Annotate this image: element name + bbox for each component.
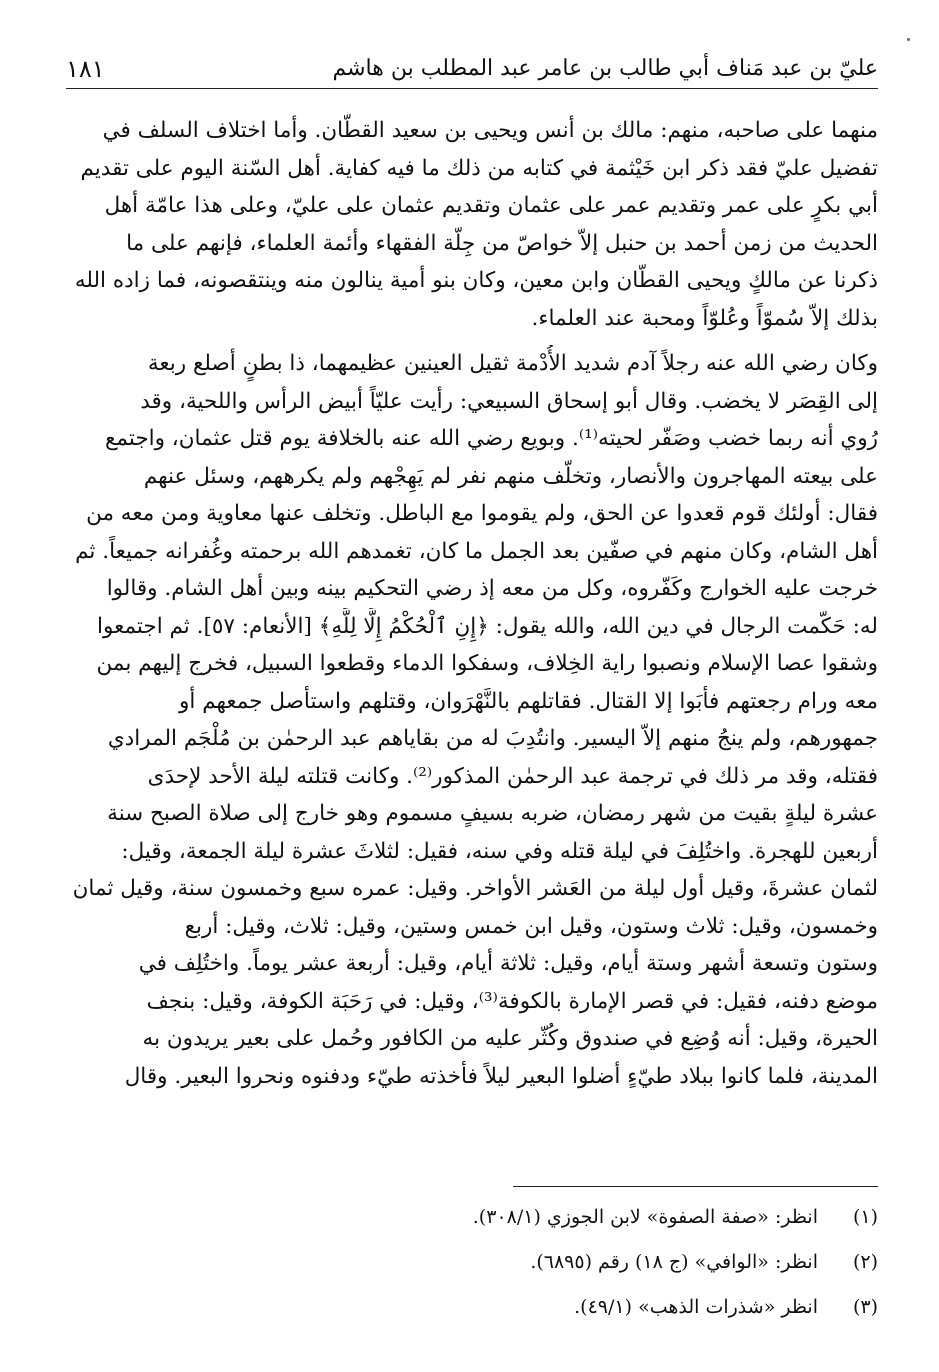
footnotes <box>66 1186 878 1330</box>
text-line: خرجت عليه الخوارج وكَفّروه، وكل من معه إذ رضي التحكيم بينه وبين أهل الشام. وقالوا <box>106 576 878 601</box>
text-line: على بيعته المهاجرون والأنصار، وتخلّف منهم نفر لم يَهِجْهم ولم يكرههم، وسئل عنهم <box>143 463 878 489</box>
scan-speck <box>907 38 910 41</box>
text-line: وستون وتسعة أشهر وستة أيام، وقيل: ثلاثة أيام، وقيل: أربعة عشر يوماً. واختُلِف في <box>138 951 878 976</box>
text-line: موضع دفنه، فقيل: في قصر الإمارة بالكوفة⁽³⁾، وقيل: في رَحَبَة الكوفة، وقيل: بنجف <box>146 988 878 1014</box>
footnote-number: (٢) <box>852 1251 878 1273</box>
text-line: أربعين للهجرة. واختُلِفَ في ليلة قتله وفي سنه، فقيل: لثلاثَ عشرة ليلة الجمعة، وقيل: <box>121 838 878 864</box>
page-number: ١٨١ <box>66 55 105 83</box>
text-line: أبي بكرٍ على عمر وتقديم عمر على عثمان وتقديم عثمان على عليّ، وعلى هذا عامّة أهل <box>104 193 878 218</box>
footnote-number: (٣) <box>852 1296 878 1318</box>
text-line: أهل الشام، وكان منهم في صفّين بعد الجمل ما كان، تغمدهم الله برحمته وغُفرانه جميعاً. ثم <box>75 538 878 564</box>
text-line: تفضيل عليّ فقد ذكر ابن خَيْثمة في كتابه من ذلك ما فيه كفاية. أهل السّنة اليوم على تقديم <box>80 155 878 181</box>
text-line: عشرة ليلةٍ بقيت من شهر رمضان، ضربه بسيفٍ مسموم وهو خارج إلى صلاة الصبح سنة <box>107 801 878 826</box>
text-line: إلى القِصَر لا يخضب. وقال أبو إسحاق السبيعي: رأيت عليّاً أبيض الرأس واللحية، وقد <box>140 388 878 414</box>
text-line: معه ورام رجعتهم فأبَوا إلا القتال. فقاتلهم بالنَّهْرَوان، وقتلهم واستأصل جمعهم أو <box>179 688 878 714</box>
footnote-text: انظر «شذرات الذهب» (٤٩/١). <box>574 1296 818 1318</box>
text-line: وشقوا عصا الإسلام ونصبوا راية الخِلاف، وسفكوا الدماء وقطعوا السبيل، فخرج إليهم بمن <box>96 651 878 676</box>
text-line: فقال: أولئك قوم قعدوا عن الحق، ولم يقوموا مع الباطل. وتخلف عنها معاوية ومن معه من <box>86 501 878 526</box>
text-line: المدينة، فلما كانوا ببلاد طيّءٍ أضلوا البعير ليلاً فأخذته طيّء ودفنوه ونحروا البعير. وقال <box>124 1063 878 1089</box>
text-line: لثمان عشرةَ، وقيل أول ليلة من العَشر الأواخر. وقيل: عمره سبع وخمسون سنة، وقيل ثمان <box>72 876 878 901</box>
text-line: جمهورهم، ولم ينجُ منهم إلاّ اليسير. وانتُدِبَ له من بقاياهم عبد الرحمٰن بن مُلْجَم المرادي <box>107 726 878 751</box>
paragraph-1 <box>66 112 878 337</box>
text-line: الحديث من زمن أحمد بن حنبل إلاّ خواصّ من جِلّة الفقهاء وأئمة العلماء، فإنهم على ما <box>126 230 878 256</box>
page-header <box>66 52 878 89</box>
text-line: منهما على صاحبه، منهم: مالك بن أنس ويحيى بن سعيد القطّان. وأما اختلاف السلف في <box>102 118 878 143</box>
footnote-3 <box>66 1285 878 1330</box>
footnote-number: (١) <box>852 1206 878 1228</box>
text-line: وكان رضي الله عنه رجلاً آدم شديد الأُدْمة ثقيل العينين عظيمهما، ذا بطنٍ أصلع ربعة <box>147 351 878 376</box>
text-line: بذلك إلاّ سُموّاً وعُلوّاً ومحبة عند العلماء. <box>531 305 878 331</box>
paragraph-2 <box>66 345 878 1095</box>
running-title: عليّ بن عبد مَناف أبي طالب بن عامر عبد المطلب بن هاشم <box>332 56 878 81</box>
text-line: ذكرنا عن مالكٍ ويحيى القطّان وابن معين، وكان بنو أمية ينالون منه وينتقصونه، فما زاده الله <box>74 268 878 293</box>
text-line: وخمسون، وقيل: ثلاث وستون، وقيل ابن خمس وستين، وقيل: ثلاث، وقيل: أربع <box>184 913 878 939</box>
footnote-1 <box>66 1195 878 1240</box>
footnote-text: انظر: «الوافي» (ج ١٨) رقم (٦٨٩٥). <box>530 1251 818 1273</box>
footnote-2 <box>66 1240 878 1285</box>
body-text <box>66 112 878 1095</box>
footnote-separator <box>513 1186 878 1187</box>
text-line: رُوي أنه ربما خضب وصَفّر لحيته⁽¹⁾. وبويع رضي الله عنه بالخلافة يوم قتل عثمان، واجتمع <box>104 426 878 451</box>
text-line: له: حَكّمت الرجال في دين الله، والله يقول: ﴿إِنِ ٱلْحُكْمُ إِلَّا لِلَّهِ﴾ [الأنعام: ٥٧]. ثم اجتمعوا <box>97 613 878 639</box>
text-line: فقتله، وقد مر ذلك في ترجمة عبد الرحمٰن المذكور⁽²⁾. وكانت قتلته ليلة الأحد لإحدَى <box>147 763 878 789</box>
footnote-text: انظر: «صفة الصفوة» لابن الجوزي (٣٠٨/١). <box>472 1206 818 1228</box>
text-line: الحيرة، وقيل: أنه وُضِع في صندوق وكُثّر عليه من الكافور وحُمل على بعير يريدون به <box>142 1026 878 1051</box>
